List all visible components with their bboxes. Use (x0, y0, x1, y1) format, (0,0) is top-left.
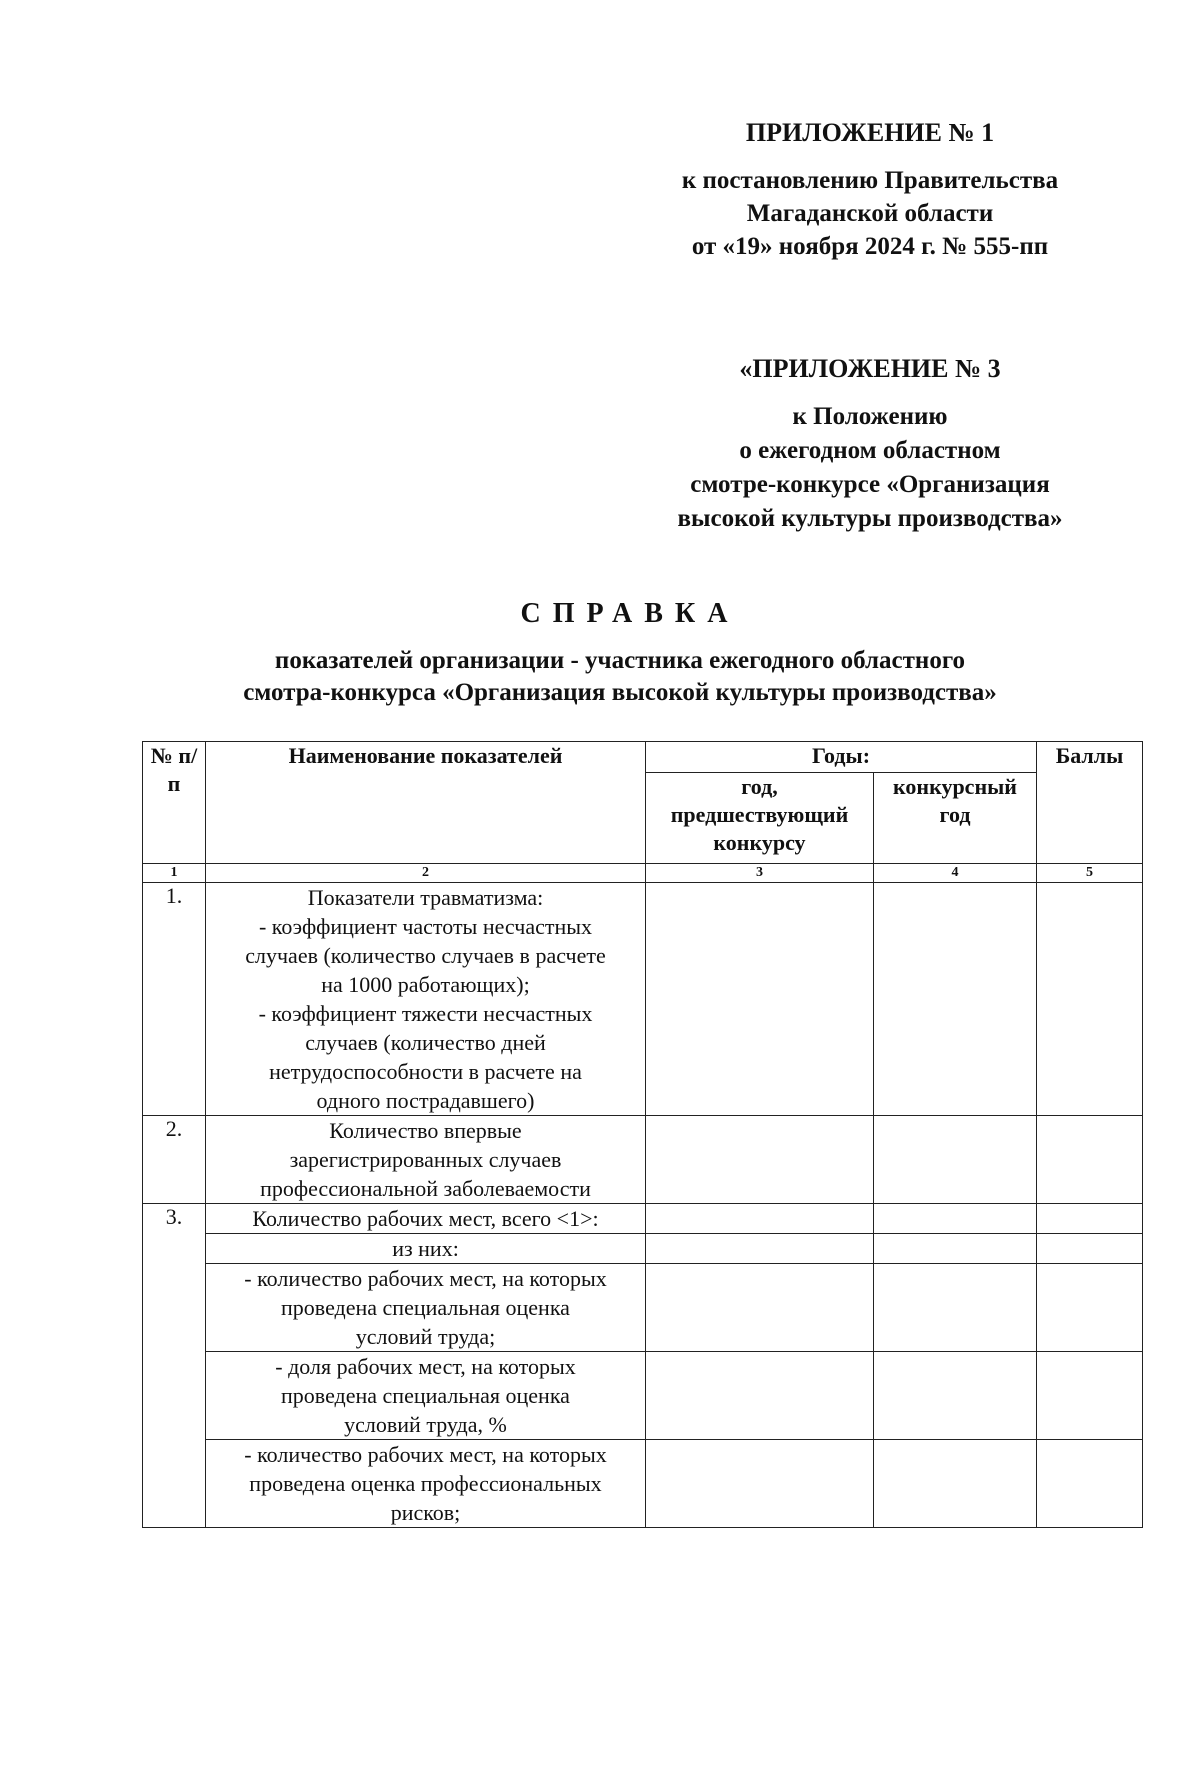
subtitle-line: показателей организации - участника ежегодного областного (274, 647, 966, 674)
appendix3-reference (600, 400, 1140, 536)
column-index: 2 (206, 864, 646, 883)
header-years: Годы: (646, 742, 1037, 773)
header-year-previous: год, предшествующий конкурсу (646, 773, 874, 864)
value-cell-competition[interactable] (874, 1352, 1037, 1440)
indicator-line: Количество впервые (329, 1118, 522, 1143)
indicator-line: случаев (количество случаев в расчете (245, 943, 606, 968)
value-cell-competition[interactable] (874, 1264, 1037, 1352)
value-cell-previous[interactable] (646, 1352, 874, 1440)
appendix1-reference (600, 164, 1140, 263)
column-index-row (143, 864, 1143, 883)
value-cell-previous[interactable] (646, 1204, 874, 1234)
indicator-line: условий труда, % (344, 1412, 507, 1437)
score-cell[interactable] (1037, 1234, 1143, 1264)
indicator-line: - коэффициент частоты несчастных (258, 914, 593, 939)
table-row (143, 1264, 1143, 1352)
indicator-line: - количество рабочих мест, на которых (244, 1442, 607, 1467)
appendix3-title: «ПРИЛОЖЕНИЕ № 3 (739, 354, 1001, 383)
value-cell-previous[interactable] (646, 1440, 874, 1528)
indicator-line: нетрудоспособности в расчете на (269, 1059, 582, 1084)
appendix3-line: к Положению (792, 403, 948, 430)
subtitle-line: смотра-конкурса «Организация высокой культуры производства» (243, 679, 997, 706)
score-cell[interactable] (1037, 1352, 1143, 1440)
column-index: 1 (143, 864, 206, 883)
table-row (143, 1116, 1143, 1204)
header-indicator-name: Наименование показателей (206, 742, 646, 864)
score-cell[interactable] (1037, 883, 1143, 1116)
table-row (143, 1440, 1143, 1528)
document-subtitle (120, 645, 1120, 709)
indicator-line: проведена оценка профессиональных (249, 1471, 602, 1496)
header-score: Баллы (1037, 742, 1143, 864)
indicator-line: из них: (392, 1236, 459, 1261)
table-row (143, 1204, 1143, 1234)
indicator-name (206, 1264, 646, 1352)
table-row (143, 1352, 1143, 1440)
value-cell-previous[interactable] (646, 1116, 874, 1204)
column-index: 5 (1037, 864, 1143, 883)
indicator-line: - доля рабочих мест, на которых (275, 1354, 576, 1379)
header-year-competition: конкурсный год (874, 773, 1037, 864)
appendix3-line: о ежегодном областном (739, 437, 1001, 464)
row-number: 3. (143, 1204, 206, 1528)
appendix1-title: ПРИЛОЖЕНИЕ № 1 (745, 118, 995, 147)
value-cell-competition[interactable] (874, 1234, 1037, 1264)
value-cell-competition[interactable] (874, 1204, 1037, 1234)
appendix1-line: Магаданской области (746, 200, 994, 227)
value-cell-previous[interactable] (646, 883, 874, 1116)
row-number: 1. (143, 883, 206, 1116)
indicator-name (206, 883, 646, 1116)
indicator-line: случаев (количество дней (305, 1030, 546, 1055)
indicator-line: проведена специальная оценка (281, 1295, 570, 1320)
header-number: № п/п (143, 742, 206, 864)
column-index: 4 (874, 864, 1037, 883)
table-row (143, 883, 1143, 1116)
indicator-name (206, 1440, 646, 1528)
score-cell[interactable] (1037, 1440, 1143, 1528)
indicator-name (206, 1204, 646, 1234)
indicator-name (206, 1234, 646, 1264)
value-cell-competition[interactable] (874, 1440, 1037, 1528)
appendix3-line: высокой культуры производства» (677, 505, 1063, 532)
value-cell-competition[interactable] (874, 883, 1037, 1116)
indicator-name (206, 1116, 646, 1204)
indicator-line: условий труда; (355, 1324, 496, 1349)
document-title: СПРАВКА (520, 598, 740, 629)
indicator-line: - коэффициент тяжести несчастных (258, 1001, 593, 1026)
value-cell-competition[interactable] (874, 1116, 1037, 1204)
indicators-table (142, 741, 1143, 1528)
indicator-line: зарегистрированных случаев (289, 1147, 562, 1172)
indicator-line: - количество рабочих мест, на которых (244, 1266, 607, 1291)
row-number: 2. (143, 1116, 206, 1204)
value-cell-previous[interactable] (646, 1264, 874, 1352)
indicator-line: одного пострадавшего) (316, 1088, 535, 1113)
appendix3-line: смотре-конкурсе «Организация (690, 471, 1050, 498)
score-cell[interactable] (1037, 1116, 1143, 1204)
table-row (143, 1234, 1143, 1264)
appendix1-line: к постановлению Правительства (681, 167, 1059, 194)
indicator-line: Показатели травматизма: (307, 885, 544, 910)
indicator-line: профессиональной заболеваемости (260, 1176, 591, 1201)
indicator-line: проведена специальная оценка (281, 1383, 570, 1408)
appendix1-line: от «19» ноября 2024 г. № 555-пп (691, 233, 1049, 260)
column-index: 3 (646, 864, 874, 883)
indicator-line: рисков; (390, 1500, 461, 1525)
indicator-line: Количество рабочих мест, всего <1>: (252, 1206, 599, 1231)
score-cell[interactable] (1037, 1264, 1143, 1352)
value-cell-previous[interactable] (646, 1234, 874, 1264)
score-cell[interactable] (1037, 1204, 1143, 1234)
indicator-name (206, 1352, 646, 1440)
indicator-line: на 1000 работающих); (321, 972, 530, 997)
